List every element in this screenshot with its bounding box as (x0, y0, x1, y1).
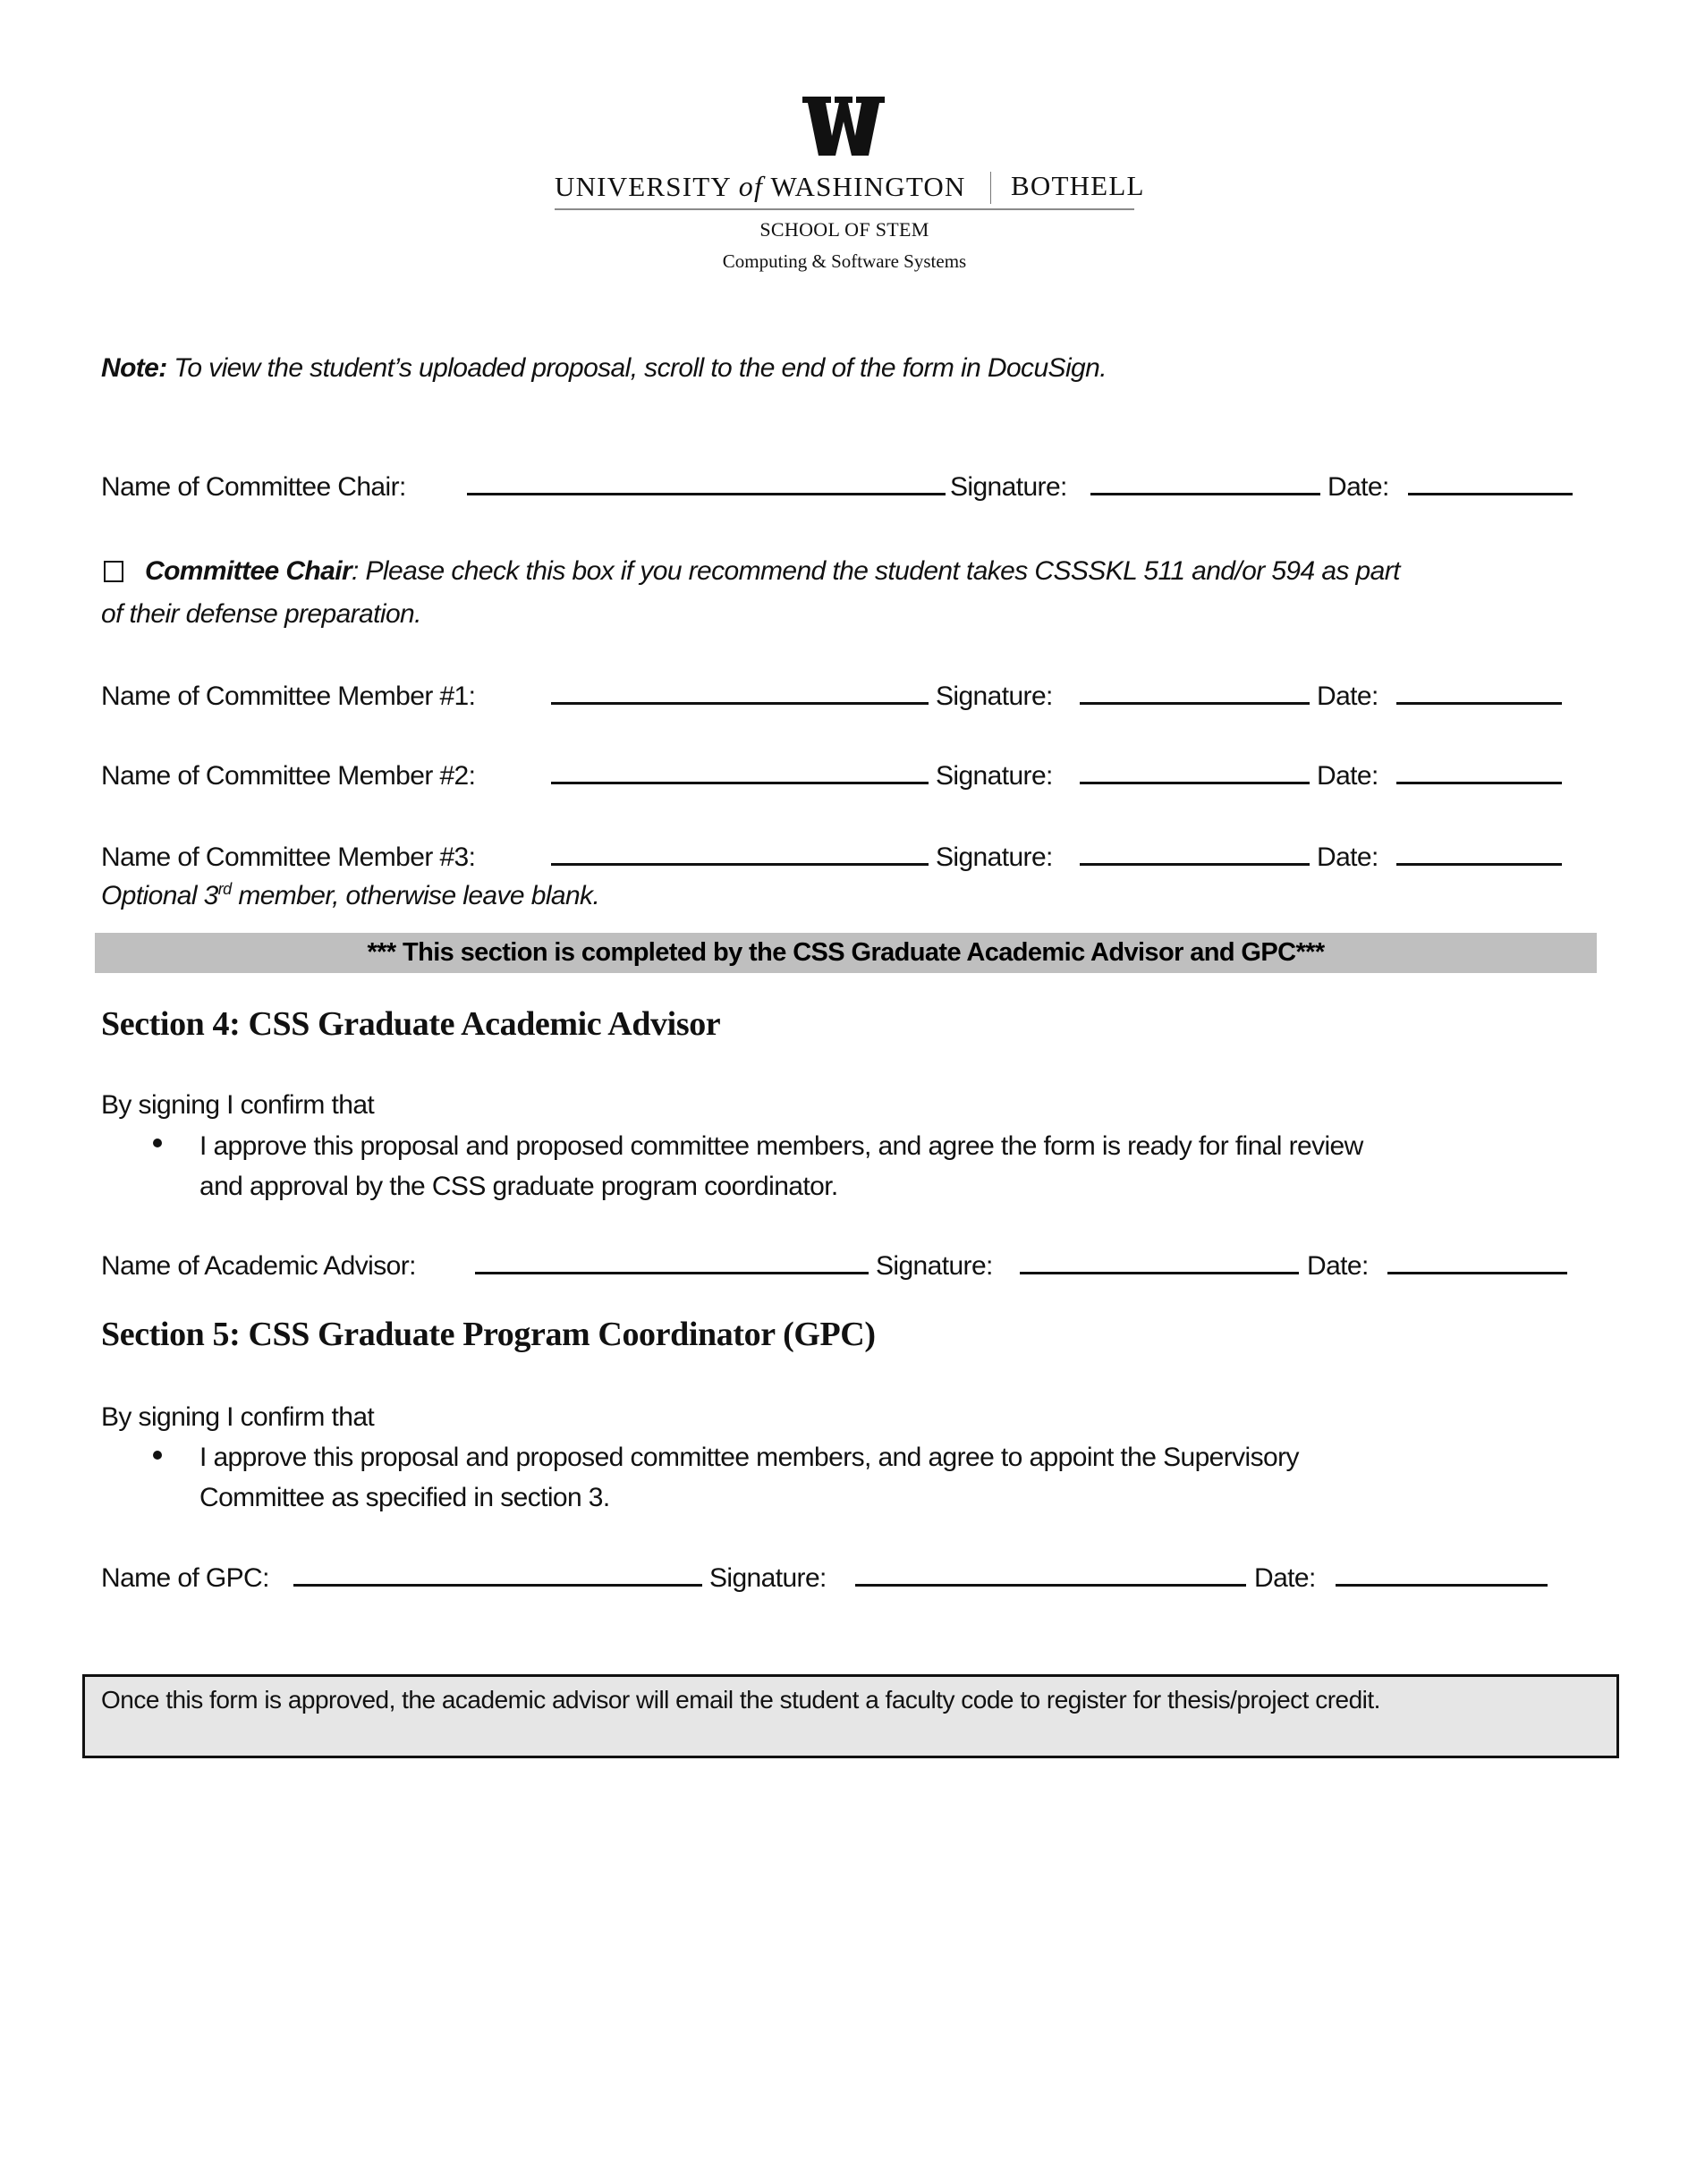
section-4-bullet-line-1: I approve this proposal and proposed committee members, and agree the form is ready for final review (199, 1131, 1363, 1161)
member-3-signature-label: Signature: (936, 842, 1053, 872)
logo-divider (990, 172, 991, 204)
note-line (101, 352, 1107, 385)
advisor-name-field[interactable] (475, 1272, 869, 1274)
recommend-line-1 (145, 555, 1400, 588)
chair-signature-label: Signature: (950, 472, 1067, 502)
member-2-date-label: Date: (1317, 761, 1378, 791)
member-2-date-field[interactable] (1396, 782, 1562, 784)
member-3-date-field[interactable] (1396, 863, 1562, 866)
member-1-signature-label: Signature: (936, 681, 1053, 711)
optional-member-note (101, 880, 599, 912)
advisor-date-label: Date: (1307, 1251, 1369, 1281)
registration-notice-box (82, 1674, 1619, 1758)
member-1-date-field[interactable] (1396, 702, 1562, 705)
department-name: Computing & Software Systems (722, 250, 967, 272)
gpc-date-field[interactable] (1336, 1584, 1548, 1587)
section-banner: *** This section is completed by the CSS Graduate Academic Advisor and GPC*** (95, 933, 1597, 973)
section-5-intro: By signing I confirm that (101, 1402, 375, 1432)
member-2-signature-label: Signature: (936, 761, 1053, 791)
member-3-signature-field[interactable] (1080, 863, 1310, 866)
registration-notice-text: Once this form is approved, the academic advisor will email the student a faculty code to register for thesis/project credit. (101, 1686, 1380, 1714)
recommend-line-2: of their defense preparation. (101, 599, 421, 629)
bullet-icon (153, 1139, 162, 1147)
gpc-name-field[interactable] (293, 1584, 702, 1587)
member-3-name-field[interactable] (551, 863, 929, 866)
university-of: of (738, 170, 764, 202)
section-4-bullet-line-2: and approval by the CSS graduate program coordinator. (199, 1172, 838, 1201)
gpc-name-label: Name of GPC: (101, 1563, 269, 1593)
advisor-signature-field[interactable] (1020, 1272, 1299, 1274)
washington-word: WASHINGTON (770, 171, 966, 202)
optional-note-text-end: member, otherwise leave blank. (231, 881, 600, 910)
note-label: Note: (101, 353, 167, 383)
logo-rule (555, 208, 1134, 210)
member-2-signature-field[interactable] (1080, 782, 1310, 784)
chair-date-label: Date: (1327, 472, 1389, 502)
recommend-checkbox[interactable] (104, 561, 123, 582)
gpc-signature-field[interactable] (855, 1584, 1246, 1587)
recommend-text: : Please check this box if you recommend the student takes CSSSKL 511 and/or 594 as part (352, 556, 1400, 586)
advisor-name-label: Name of Academic Advisor: (101, 1251, 416, 1281)
member-2-name-field[interactable] (551, 782, 929, 784)
advisor-date-field[interactable] (1387, 1272, 1567, 1274)
section-5-bullet-line-1: I approve this proposal and proposed committee members, and agree to appoint the Supervisory (199, 1443, 1299, 1472)
member-2-name-label: Name of Committee Member #2: (101, 761, 476, 791)
university-word: UNIVERSITY (555, 171, 731, 202)
advisor-signature-label: Signature: (876, 1251, 993, 1281)
uw-w-logo-icon (802, 97, 885, 156)
school-name: SCHOOL OF STEM (759, 218, 929, 241)
section-4-heading: Section 4: CSS Graduate Academic Advisor (101, 1005, 721, 1043)
chair-name-label: Name of Committee Chair: (101, 472, 406, 502)
member-3-date-label: Date: (1317, 842, 1378, 872)
chair-date-field[interactable] (1408, 493, 1573, 495)
chair-signature-field[interactable] (1090, 493, 1320, 495)
member-1-name-field[interactable] (551, 702, 929, 705)
note-text: To view the student’s uploaded proposal, scroll to the end of the form in DocuSign. (166, 353, 1107, 383)
section-5-bullet-line-2: Committee as specified in section 3. (199, 1483, 610, 1512)
gpc-date-label: Date: (1254, 1563, 1316, 1593)
section-4-intro: By signing I confirm that (101, 1090, 375, 1120)
optional-note-text: Optional 3 (101, 881, 218, 910)
member-1-date-label: Date: (1317, 681, 1378, 711)
member-3-name-label: Name of Committee Member #3: (101, 842, 476, 872)
chair-name-field[interactable] (467, 493, 946, 495)
optional-note-superscript: rd (217, 880, 232, 898)
recommend-bold-label: Committee Chair (145, 556, 352, 586)
section-5-heading: Section 5: CSS Graduate Program Coordinator (GPC) (101, 1316, 876, 1353)
gpc-signature-label: Signature: (709, 1563, 827, 1593)
member-1-name-label: Name of Committee Member #1: (101, 681, 476, 711)
member-1-signature-field[interactable] (1080, 702, 1310, 705)
university-name (555, 170, 1145, 202)
campus-name: BOTHELL (1011, 170, 1145, 201)
bullet-icon (153, 1451, 162, 1460)
